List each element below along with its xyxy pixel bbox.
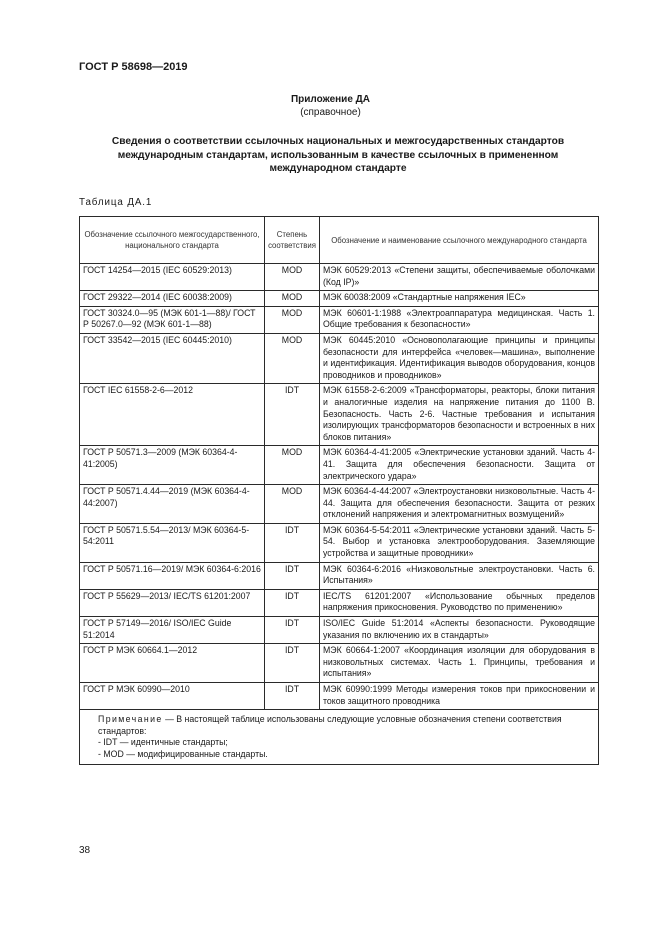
international-standard-cell: ISO/IEC Guide 51:2014 «Аспекты безопасности. Руководящие указания по включению их в стандарты» <box>320 617 599 644</box>
international-standard-cell: МЭК 60364-4-41:2005 «Электрические установки зданий. Часть 4-41. Защита для обеспечения безопасности. Защита от электрического удара» <box>320 446 599 485</box>
table-row <box>80 562 599 589</box>
degree-cell: IDT <box>265 617 320 644</box>
annex-heading: Сведения о соответствии ссылочных национальных и межгосударственных стандартов международным стандартам, использованным в качестве ссылочных в примененном международном стандарте <box>111 136 565 174</box>
international-standard-cell: МЭК 60364-4-44:2007 «Электроустановки низковольтные. Часть 4-44. Защита для обеспечения безопасности. Защита от резких отклонений напряжения и электромагнитных возмущений» <box>320 485 599 524</box>
international-standard-cell: МЭК 60364-5-54:2011 «Электрические установки зданий. Часть 5-54. Выбор и установка электрооборудования. Заземляющие устройства и защитные проводники» <box>320 523 599 562</box>
page-number: 38 <box>79 845 91 856</box>
table-body <box>80 264 599 710</box>
table-row <box>80 384 599 446</box>
degree-cell: IDT <box>265 384 320 446</box>
national-standard-cell: ГОСТ Р МЭК 60990—2010 <box>80 683 265 710</box>
degree-cell: MOD <box>265 333 320 383</box>
correspondence-table <box>79 216 599 765</box>
national-standard-cell: ГОСТ Р 55629—2013/ IEC/TS 61201:2007 <box>80 589 265 616</box>
degree-cell: IDT <box>265 589 320 616</box>
annex-title: Приложение ДА <box>290 94 371 105</box>
note-item-mod: - MOD — модифицированные стандарты. <box>98 748 268 759</box>
international-standard-cell: МЭК 60364-6:2016 «Низковольтные электроустановки. Часть 6. Испытания» <box>320 562 599 589</box>
degree-cell: MOD <box>265 446 320 485</box>
annex-subtitle: (справочное) <box>300 107 361 118</box>
note-item-idt: - IDT — идентичные стандарты; <box>98 737 228 748</box>
table-row <box>80 617 599 644</box>
degree-cell: IDT <box>265 644 320 683</box>
header-international-standard: Обозначение и наименование ссылочного международного стандарта <box>320 217 599 264</box>
table-row <box>80 589 599 616</box>
national-standard-cell: ГОСТ IEC 61558-2-6—2012 <box>80 384 265 446</box>
national-standard-cell: ГОСТ Р 50571.3—2009 (МЭК 60364-4-41:2005) <box>80 446 265 485</box>
table-header-row <box>80 217 599 264</box>
table-row <box>80 306 599 333</box>
table-note-row <box>80 710 599 764</box>
national-standard-cell: ГОСТ 33542—2015 (IEC 60445:2010) <box>80 333 265 383</box>
international-standard-cell: IEC/TS 61201:2007 «Использование обычных пределов напряжения прикосновения. Руководство по применению» <box>320 589 599 616</box>
international-standard-cell: МЭК 60529:2013 «Степени защиты, обеспечиваемые оболочками (Код IP)» <box>320 264 599 291</box>
degree-cell: MOD <box>265 291 320 307</box>
table-row <box>80 683 599 710</box>
document-code: ГОСТ Р 58698—2019 <box>79 61 188 73</box>
table-row <box>80 644 599 683</box>
degree-cell: IDT <box>265 562 320 589</box>
degree-cell: IDT <box>265 683 320 710</box>
table-row <box>80 291 599 307</box>
degree-cell: IDT <box>265 523 320 562</box>
national-standard-cell: ГОСТ 30324.0—95 (МЭК 601-1—88)/ ГОСТ Р 50267.0—92 (МЭК 601-1—88) <box>80 306 265 333</box>
table-row <box>80 264 599 291</box>
international-standard-cell: МЭК 60445:2010 «Основополагающие принципы и принципы безопасности для интерфейса «человек—машина», выполнение и идентификация. Идентификация выводов оборудования, концов проводников и проводников» <box>320 333 599 383</box>
degree-cell: MOD <box>265 485 320 524</box>
table-row <box>80 446 599 485</box>
national-standard-cell: ГОСТ Р 50571.4.44—2019 (МЭК 60364-4-44:2007) <box>80 485 265 524</box>
annex-title-block <box>0 93 661 119</box>
national-standard-cell: ГОСТ 29322—2014 (IEC 60038:2009) <box>80 291 265 307</box>
note-label: Примечание <box>98 714 163 725</box>
degree-cell: MOD <box>265 306 320 333</box>
degree-cell: MOD <box>265 264 320 291</box>
header-national-standard: Обозначение ссылочного межгосударственного, национального стандарта <box>80 217 265 264</box>
international-standard-cell: МЭК 60990:1999 Методы измерения токов при прикосновении и токов защитного проводника <box>320 683 599 710</box>
international-standard-cell: МЭК 60601-1:1988 «Электроаппаратура медицинская. Часть 1. Общие требования к безопасности» <box>320 306 599 333</box>
table-note <box>80 710 599 764</box>
table-row <box>80 333 599 383</box>
international-standard-cell: МЭК 60664-1:2007 «Координация изоляции для оборудования в низковольтных системах. Часть 1. Принципы, требования и испытания» <box>320 644 599 683</box>
international-standard-cell: МЭК 60038:2009 «Стандартные напряжения IEC» <box>320 291 599 307</box>
national-standard-cell: ГОСТ Р 57149—2016/ ISO/IEC Guide 51:2014 <box>80 617 265 644</box>
note-text: — В настоящей таблице использованы следующие условные обозначения степени соответствия стандартов: <box>98 714 562 736</box>
table-row <box>80 485 599 524</box>
note-intro <box>84 714 594 737</box>
national-standard-cell: ГОСТ 14254—2015 (IEC 60529:2013) <box>80 264 265 291</box>
national-standard-cell: ГОСТ Р 50571.16—2019/ МЭК 60364-6:2016 <box>80 562 265 589</box>
international-standard-cell: МЭК 61558-2-6:2009 «Трансформаторы, реакторы, блоки питания и аналогичные изделия на напряжение питания до 1100 В. Безопасность. Часть 2-6. Частные требования и испытания изолирующих трансформаторов безопасности и встроенных в них блоков питания» <box>320 384 599 446</box>
table-caption: Таблица ДА.1 <box>79 197 153 208</box>
national-standard-cell: ГОСТ Р МЭК 60664.1—2012 <box>80 644 265 683</box>
table-row <box>80 523 599 562</box>
header-degree: Степень соответствия <box>265 217 320 264</box>
national-standard-cell: ГОСТ Р 50571.5.54—2013/ МЭК 60364-5-54:2011 <box>80 523 265 562</box>
